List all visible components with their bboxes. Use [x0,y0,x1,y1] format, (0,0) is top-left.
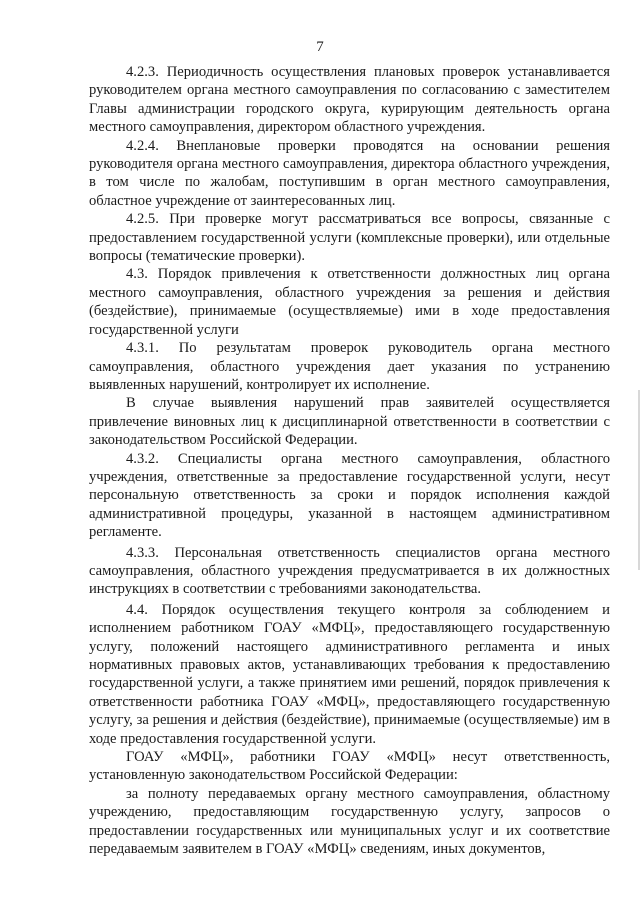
document-body [89,63,610,858]
paragraph-4-2-3: 4.2.3. Периодичность осуществления плановых проверок устанавливается руководителем органа местного самоуправления по согласованию с заместителем Главы администрации городского округа, курирующим деятельность органа местного самоуправления, директором областного учреждения. [89,64,610,136]
paragraph-4-2-5: 4.2.5. При проверке могут рассматриваться все вопросы, связанные с предоставлением государственной услуги (комплексные проверки), или отдельные вопросы (тематические проверки). [89,211,610,265]
paragraph-violations: В случае выявления нарушений прав заявителей осуществляется привлечение виновных лиц к дисциплинарной ответственности в соответствии с законодательством Российской Федерации. [89,395,610,449]
paragraph-4-4: 4.4. Порядок осуществления текущего контроля за соблюдением и исполнением работником ГОАУ «МФЦ», предоставляющего государственную услугу, положений настоящего административного регламента и иных нормативных правовых актов, устанавливающих требования к предоставлению государственной услуги, а также принятием ими решений, порядок привлечения к ответственности работника ГОАУ «МФЦ», предоставляющего государственную услугу, за решения и действия (бездействие), принимаемые (осуществляемые) им в ходе предоставления государственной услуги. [89,601,610,747]
paragraph-mfc-responsibility: ГОАУ «МФЦ», работники ГОАУ «МФЦ» несут ответственность, установленную законодательством Российской Федерации: [89,749,610,784]
paragraph-4-2-4: 4.2.4. Внеплановые проверки проводятся на основании решения руководителя органа местного самоуправления, директора областного учреждения, в том числе по жалобам, поступившим в орган местного самоуправления, областное учреждение от заинтересованных лиц. [89,137,610,209]
paragraph-4-3-2: 4.3.2. Специалисты органа местного самоуправления, областного учреждения, ответственные за предоставление государственной услуги, несут персональную ответственность за сроки и порядок исполнения каждой административной процедуры, указанной в настоящем административном регламенте. [89,450,610,541]
page-number: 7 [316,39,324,55]
paragraph-4-3-1: 4.3.1. По результатам проверок руководитель органа местного самоуправления, областного учреждения дает указания по устранению выявленных нарушений, контролирует их исполнение. [89,340,610,393]
paragraph-4-3: 4.3. Порядок привлечения к ответственности должностных лиц органа местного самоуправления, областного учреждения за решения и действия (бездействие), принимаемые (осуществляемые) ими в ходе предоставления государственной услуги [89,266,610,338]
paragraph-completeness: за полноту передаваемых органу местного самоуправления, областному учреждению, предоставляющим государственную услугу, запросов о предоставлении государственных или муниципальных услуг и их соответствие передаваемым заявителем в ГОАУ «МФЦ» сведениям, иных документов, [89,785,610,858]
paragraph-4-3-3: 4.3.3. Персональная ответственность специалистов органа местного самоуправления, областного учреждения предусматривается в их должностных инструкциях в соответствии с требованиями законодательства. [89,544,610,598]
